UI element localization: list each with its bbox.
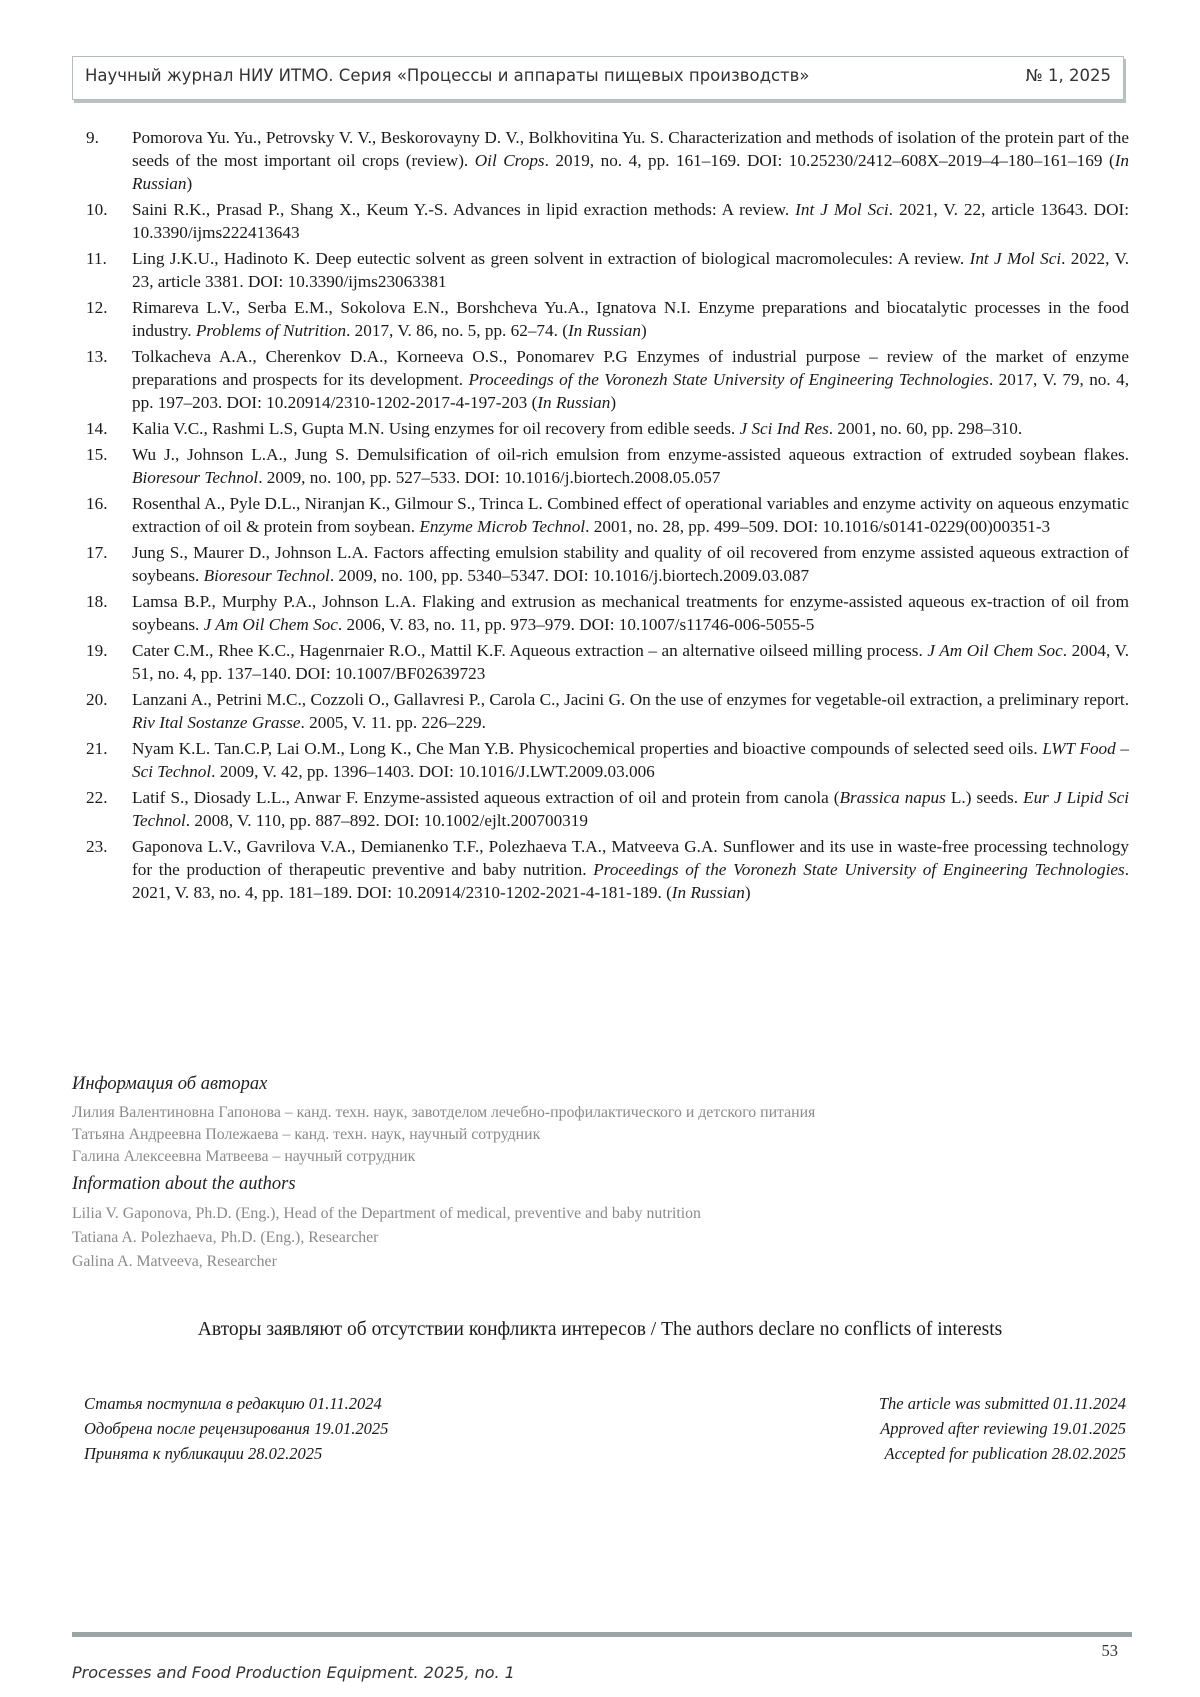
reference-item (86, 541, 1129, 587)
authors-en-title: Information about the authors (72, 1174, 296, 1194)
reference-note: Eur J Lipid Sci Technol (132, 788, 1129, 830)
reference-rest: . 2006, V. 83, no. 11, pp. 973–979. DOI: 10.1007/s11746-006-5055-5 (337, 615, 815, 634)
reference-journal: Bioresour Technol (132, 468, 259, 487)
reference-rest: . 2019, no. 4, pp. 161–169. DOI: 10.25230/2412–608X–2019–4–180–161–169 ( (544, 151, 1115, 170)
reference-number: 15. (86, 445, 108, 464)
reference-journal: Enzyme Microb Technol (419, 517, 586, 536)
reference-rest: . 2017, V. 79, no. 4, pp. 197–203. DOI: 10.20914/2310-1202-2017-4-197-203 ( (132, 370, 1129, 412)
reference-end: ) (186, 174, 193, 193)
reference-number: 13. (86, 347, 108, 366)
reference-text: Rosenthal A., Pyle D.L., Niranjan K., Gilmour S., Trinca L. Combined effect of operational variables and enzyme activity on aqueous enzymatic extraction of oil & protein from soybean. (132, 494, 1129, 536)
reference-number: 9. (86, 128, 99, 147)
reference-rest: . 2005, V. 11. pp. 226–229. (300, 713, 486, 732)
author-ru-line: Лилия Валентиновна Гапонова – канд. техн. наук, завотделом лечебно-профилактического и детского питания (72, 1104, 816, 1121)
reference-journal: J Sci Ind Res (739, 419, 829, 438)
reference-text (132, 345, 1129, 414)
reference-rest: . 2017, V. 86, no. 5, pp. 62–74. ( (346, 321, 568, 340)
reference-rest: . 2009, V. 42, pp. 1396–1403. DOI: 10.1016/J.LWT.2009.03.006 (211, 762, 655, 781)
reference-number: 22. (86, 788, 108, 807)
reference-journal: J Am Oil Chem Soc (203, 615, 338, 634)
date-submitted-ru: Статья поступила в редакцию 01.11.2024 (84, 1394, 382, 1413)
reference-journal: Problems of Nutrition (195, 321, 347, 340)
reference-rest: . 2009, no. 100, pp. 5340–5347. DOI: 10.1016/j.biortech.2009.03.087 (329, 566, 810, 585)
authors-en-info (72, 1202, 701, 1274)
reference-text (132, 737, 1129, 783)
reference-item (86, 443, 1129, 489)
reference-rest: . 2001, no. 28, pp. 499–509. DOI: 10.1016/s0141-0229(00)00351-3 (585, 517, 1051, 536)
reference-journal: Brassica napus (839, 788, 946, 807)
author-en-line: Tatiana A. Polezhaeva, Ph.D. (Eng.), Researcher (72, 1229, 379, 1246)
reference-number: 23. (86, 837, 108, 856)
header-journal-title: Научный журнал НИУ ИТМО. Серия «Процессы и аппараты пищевых производств» (85, 66, 810, 85)
reference-item (86, 345, 1129, 414)
reference-text (132, 126, 1129, 195)
reference-journal: J Am Oil Chem Soc (927, 641, 1063, 660)
running-header (72, 56, 1124, 100)
author-en-line: Lilia V. Gaponova, Ph.D. (Eng.), Head of the Department of medical, preventive and baby nutrition (72, 1205, 701, 1222)
reference-journal: Int J Mol Sci (969, 249, 1062, 268)
reference-text: Tolkacheva A.A., Cherenkov D.A., Korneeva O.S., Ponomarev P.G Enzymes of industrial purpose – review of the market of enzyme preparations and prospects for its development. (132, 347, 1129, 389)
reference-note: In Russian (567, 321, 641, 340)
reference-number: 19. (86, 641, 108, 660)
authors-ru-title: Информация об авторах (72, 1074, 268, 1094)
reference-item (86, 835, 1129, 904)
reference-number: 14. (86, 419, 108, 438)
reference-number: 10. (86, 200, 108, 219)
reference-item (86, 590, 1129, 636)
reference-text: Latif S., Diosady L.L., Anwar F. Enzyme-assisted aqueous extraction of oil and protein from canola ( (132, 788, 840, 807)
footer-journal: Processes and Food Production Equipment. 2025, no. 1 (72, 1663, 515, 1682)
reference-note: In Russian (671, 883, 745, 902)
reference-text (132, 417, 1129, 440)
reference-item (86, 492, 1129, 538)
reference-text (132, 247, 1129, 293)
reference-text (132, 835, 1129, 904)
reference-text (132, 198, 1129, 244)
reference-number: 18. (86, 592, 108, 611)
reference-item (86, 737, 1129, 783)
reference-text: Cater C.M., Rhee K.C., Hagenrnaier R.O., Mattil K.F. Aqueous extraction – an alternative oilseed milling process. (132, 641, 928, 660)
reference-item (86, 786, 1129, 832)
reference-journal: Proceedings of the Voronezh State University of Engineering Technologies (593, 860, 1125, 879)
reference-item (86, 417, 1129, 440)
reference-text (132, 590, 1129, 636)
reference-rest: L.) seeds. (945, 788, 1024, 807)
reference-rest: . 2001, no. 60, pp. 298–310. (828, 419, 1023, 438)
reference-text: Ling J.K.U., Hadinoto K. Deep eutectic solvent as green solvent in extraction of biological macromolecules: A review. (132, 249, 970, 268)
reference-rest: . 2009, no. 100, pp. 527–533. DOI: 10.1016/j.biortech.2008.05.057 (258, 468, 721, 487)
reference-item (86, 198, 1129, 244)
reference-journal: Proceedings of the Voronezh State University of Engineering Technologies (468, 370, 989, 389)
reference-text (132, 541, 1129, 587)
footer-divider (72, 1632, 1132, 1637)
conflict-statement: Авторы заявляют об отсутствии конфликта интересов / The authors declare no conflicts of interests (197, 1319, 1003, 1340)
dates-ru (84, 1391, 388, 1466)
reference-rest: . 2004, V. 51, no. 4, pp. 137–140. DOI: 10.1007/BF02639723 (132, 641, 1130, 683)
date-accepted-ru: Принята к публикации 28.02.2025 (84, 1444, 323, 1463)
reference-text (132, 786, 1129, 832)
reference-note: In Russian (132, 151, 1130, 193)
reference-text: Pomorova Yu. Yu., Petrovsky V. V., Beskorovayny D. V., Bolkhovitina Yu. S. Characterization and methods of isolation of the protein part of the seeds of the most important oil crops (review). (132, 128, 1129, 170)
reference-text: Saini R.K., Prasad P., Shang X., Keum Y.-S. Advances in lipid exraction methods: A review. (132, 200, 796, 219)
reference-item (86, 688, 1129, 734)
authors-ru-info (72, 1102, 815, 1168)
reference-end: ) (744, 883, 751, 902)
reference-number: 20. (86, 690, 108, 709)
reference-journal: Bioresour Technol (203, 566, 330, 585)
date-accepted-en: Accepted for publication 28.02.2025 (884, 1444, 1126, 1463)
reference-end: ) (640, 321, 647, 340)
reference-journal: Riv Ital Sostanze Grasse (132, 713, 301, 732)
page-number: 53 (1101, 1641, 1118, 1660)
reference-text: Jung S., Maurer D., Johnson L.A. Factors affecting emulsion stability and quality of oil recovered from enzyme assisted aqueous extraction of soybeans. (132, 543, 1129, 585)
date-approved-ru: Одобрена после рецензирования 19.01.2025 (84, 1419, 389, 1438)
reference-text: Lamsa B.P., Murphy P.A., Johnson L.A. Flaking and extrusion as mechanical treatments for enzyme-assisted aqueous ex-traction of oil from soybeans. (132, 592, 1129, 634)
reference-journal: Oil Crops (474, 151, 545, 170)
header-issue: № 1, 2025 (1025, 66, 1111, 85)
reference-number: 11. (86, 249, 107, 268)
dates-en (879, 1391, 1126, 1466)
reference-item (86, 639, 1129, 685)
reference-end: . 2008, V. 110, pp. 887–892. DOI: 10.1002/ejlt.200700319 (185, 811, 588, 830)
reference-item (86, 126, 1129, 195)
reference-item (86, 296, 1129, 342)
reference-text: Nyam K.L. Tan.C.P, Lai O.M., Long K., Che Man Y.B. Physicochemical properties and bioactive compounds of selected seed oils. (132, 739, 1043, 758)
date-submitted-en: The article was submitted 01.11.2024 (878, 1394, 1126, 1413)
reference-end: ) (610, 393, 617, 412)
reference-item (86, 247, 1129, 293)
reference-number: 16. (86, 494, 108, 513)
reference-text: Rimareva L.V., Serba E.M., Sokolova E.N., Borshcheva Yu.A., Ignatova N.I. Enzyme preparations and biocatalytic processes in the food industry. (132, 298, 1129, 340)
reference-text (132, 296, 1129, 342)
reference-text: Gaponova L.V., Gavrilova V.A., Demianenko T.F., Polezhaeva T.A., Matveeva G.A. Sunflower and its use in waste-free processing technology for the production of therapeutic preventive and baby nutrition. (132, 837, 1129, 879)
author-ru-line: Галина Алексеевна Матвеева – научный сотрудник (72, 1148, 416, 1165)
reference-text (132, 639, 1129, 685)
reference-text: Lanzani A., Petrini M.C., Cozzoli O., Gallavresi P., Carola C., Jacini G. On the use of enzymes for vegetable-oil extraction, a preliminary report. (132, 690, 1129, 709)
author-en-line: Galina A. Matveeva, Researcher (72, 1253, 277, 1270)
reference-rest: . 2021, V. 22, article 13643. DOI: 10.3390/ijms222413643 (132, 200, 1129, 242)
reference-text: Wu J., Johnson L.A., Jung S. Demulsification of oil-rich emulsion from enzyme-assisted aqueous extraction of extruded soybean flakes. (132, 445, 1129, 464)
reference-number: 17. (86, 543, 108, 562)
reference-number: 12. (86, 298, 108, 317)
reference-note: In Russian (537, 393, 611, 412)
reference-number: 21. (86, 739, 108, 758)
reference-journal: Int J Mol Sci (795, 200, 889, 219)
reference-rest: . 2022, V. 23, article 3381. DOI: 10.3390/ijms23063381 (132, 249, 1129, 291)
reference-rest: . 2021, V. 83, no. 4, pp. 181–189. DOI: 10.20914/2310-1202-2021-4-181-189. ( (132, 860, 1129, 902)
reference-text (132, 688, 1129, 734)
reference-text: Kalia V.C., Rashmi L.S, Gupta M.N. Using enzymes for oil recovery from edible seeds. (132, 419, 740, 438)
reference-text (132, 443, 1129, 489)
reference-text (132, 492, 1129, 538)
author-ru-line: Татьяна Андреевна Полежаева – канд. техн. наук, научный сотрудник (72, 1126, 541, 1143)
reference-list (86, 126, 1129, 907)
reference-journal: LWT Food – Sci Technol (132, 739, 1129, 781)
date-approved-en: Approved after reviewing 19.01.2025 (880, 1419, 1126, 1438)
